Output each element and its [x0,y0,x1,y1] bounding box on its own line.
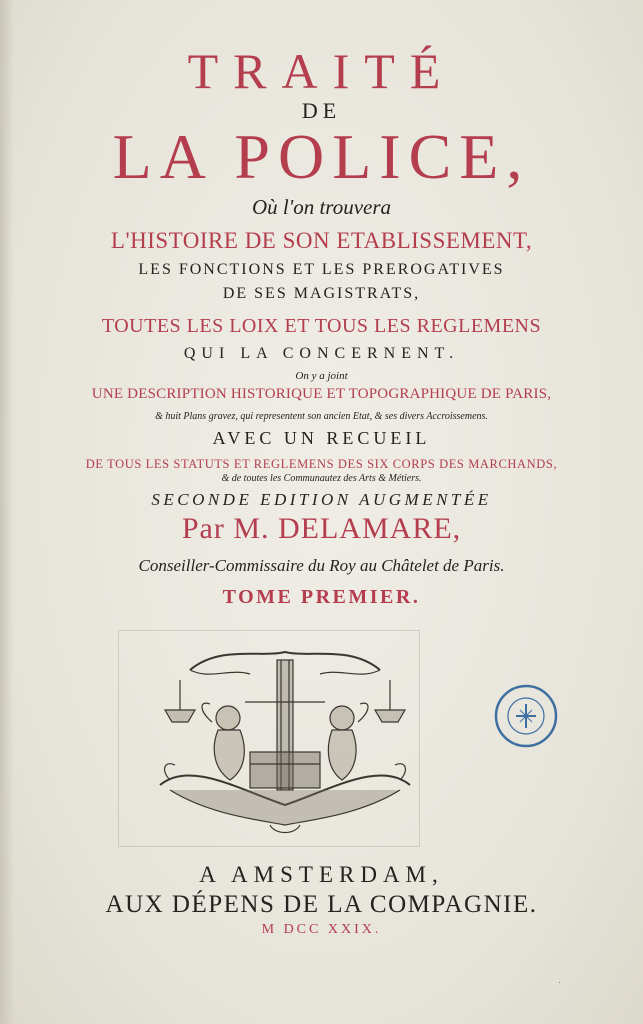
line-statuts-marchands: DE TOUS LES STATUTS ET REGLEMENS DES SIX CORPS DES MARCHANDS, [85,457,558,471]
line-conseiller: Conseiller-Commissaire du Roy au Châtelet de Paris. [138,556,505,575]
engraved-vignette-icon [150,640,420,840]
imprint-amsterdam: A AMSTERDAM, [199,862,444,887]
title-de: DE [301,98,342,123]
line-avec-un-recueil: AVEC UN RECUEIL [212,428,431,448]
line-tome-premier: TOME PREMIER. [222,586,421,608]
line-communautez: & de toutes les Communautez des Arts & Métiers. [221,473,422,484]
line-magistrats: DE SES MAGISTRATS, [222,285,421,302]
line-fonctions: LES FONCTIONS ET LES PREROGATIVES [138,261,505,278]
title-la-police: LA POLICE, [112,121,531,192]
line-on-y-a-joint: On y a joint [295,370,348,382]
line-loix-reglemens: TOUTES LES LOIX ET TOUS LES REGLEMENS [101,315,542,337]
line-description-paris: UNE DESCRIPTION HISTORIQUE ET TOPOGRAPHIQUE DE PARIS, [91,386,552,402]
line-qui-la-concernent: QUI LA CONCERNENT. [183,345,460,362]
library-stamp-icon [492,682,560,750]
line-huit-plans: & huit Plans gravez, qui representent son ancien Etat, & ses divers Accroissemens. [155,411,488,422]
line-seconde-edition: SECONDE EDITION AUGMENTÉE [151,490,492,509]
title-traite: TRAITÉ [187,43,456,99]
pencil-mark: · [558,978,562,989]
line-ou-lon-trouvera: Où l'on trouvera [251,195,392,219]
author-delamare: Par M. DELAMARE, [181,512,462,545]
line-histoire: L'HISTOIRE DE SON ETABLISSEMENT, [110,228,533,253]
imprint-depens: AUX DÉPENS DE LA COMPAGNIE. [105,891,538,918]
imprint-date: M DCC XXIX. [261,922,382,937]
